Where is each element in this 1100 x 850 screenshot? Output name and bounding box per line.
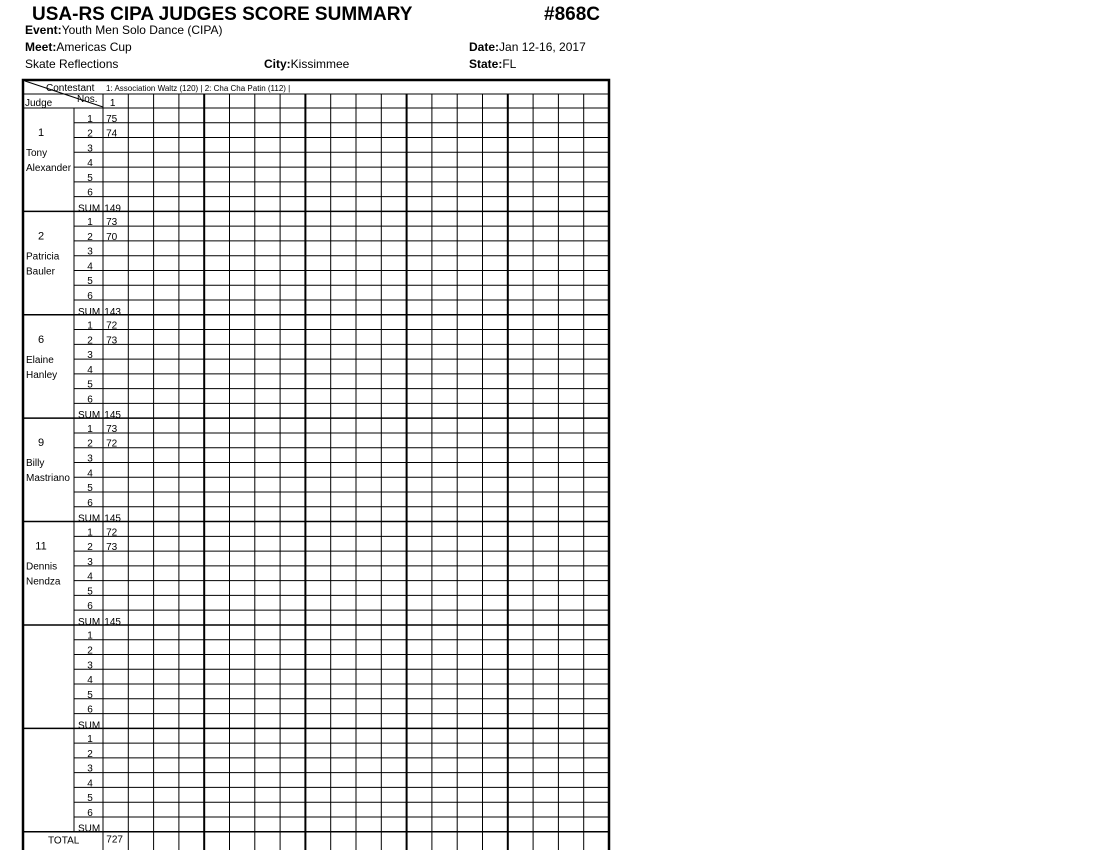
date-label: Date: xyxy=(469,40,500,54)
sum-label: SUM xyxy=(78,823,101,835)
city-value: Kissimmee xyxy=(290,57,350,71)
judge-last-name: Bauler xyxy=(26,266,55,278)
sum-value: 143 xyxy=(104,306,121,318)
row-number: 2 xyxy=(87,748,93,760)
row-number: 6 xyxy=(87,601,93,613)
meet-value: Americas Cup xyxy=(56,40,132,54)
meet-label: Meet: xyxy=(25,40,57,54)
row-number: 4 xyxy=(87,261,93,273)
score-value: 70 xyxy=(106,231,118,243)
total-value: 727 xyxy=(106,834,123,846)
row-number: 6 xyxy=(87,394,93,406)
score-value: 73 xyxy=(106,217,118,229)
nos-label: Nos. xyxy=(77,94,98,105)
row-number: 3 xyxy=(87,453,93,465)
row-number: 3 xyxy=(87,660,93,672)
state-value: FL xyxy=(502,57,517,71)
sum-label: SUM xyxy=(78,513,101,525)
sum-label: SUM xyxy=(78,306,101,318)
row-number: 1 xyxy=(87,630,93,642)
state-label: State: xyxy=(469,57,503,71)
score-value: 73 xyxy=(106,423,118,435)
row-number: 2 xyxy=(87,128,93,140)
row-number: 6 xyxy=(87,704,93,716)
contestant-label: Contestant xyxy=(46,83,95,94)
row-number: 6 xyxy=(87,807,93,819)
judge-number: 2 xyxy=(37,230,45,243)
sum-label: SUM xyxy=(78,410,101,422)
score-value: 75 xyxy=(106,113,118,125)
row-number: 5 xyxy=(87,586,93,598)
form-title: USA-RS CIPA JUDGES SCORE SUMMARY xyxy=(32,4,413,25)
row-number: 1 xyxy=(87,217,93,229)
row-number: 4 xyxy=(87,778,93,790)
event-value: Youth Men Solo Dance (CIPA) xyxy=(61,23,223,37)
row-number: 1 xyxy=(87,113,93,125)
judge-number: 9 xyxy=(37,437,45,450)
judge-number: 11 xyxy=(35,540,47,553)
row-number: 6 xyxy=(87,187,93,199)
row-number: 3 xyxy=(87,556,93,568)
row-number: 5 xyxy=(87,379,93,391)
judge-last-name: Mastriano xyxy=(26,473,70,485)
judge-first-name: Elaine xyxy=(26,354,54,366)
row-number: 3 xyxy=(87,350,93,362)
row-number: 3 xyxy=(87,143,93,155)
event-label: Event: xyxy=(25,23,62,37)
form-number: #868C xyxy=(544,4,600,25)
dances-note: 1: Association Waltz (120) | 2: Cha Cha Patin (112) | xyxy=(106,84,291,93)
club-name: Skate Reflections xyxy=(25,57,119,71)
row-number: 1 xyxy=(87,734,93,746)
row-number: 5 xyxy=(87,276,93,288)
score-value: 72 xyxy=(106,527,118,539)
sum-label: SUM xyxy=(78,616,101,628)
row-number: 6 xyxy=(87,291,93,303)
sum-value: 149 xyxy=(104,203,121,215)
date-value: Jan 12-16, 2017 xyxy=(499,40,586,54)
total-label: TOTAL xyxy=(48,835,80,847)
row-number: 2 xyxy=(87,231,93,243)
score-value: 73 xyxy=(106,335,118,347)
sum-label: SUM xyxy=(78,720,101,732)
row-number: 2 xyxy=(87,438,93,450)
judge-number: 6 xyxy=(37,333,45,346)
score-value: 72 xyxy=(106,320,118,332)
judge-label: Judge xyxy=(25,98,53,109)
row-number: 6 xyxy=(87,497,93,509)
judge-first-name: Dennis xyxy=(26,561,58,573)
row-number: 2 xyxy=(87,645,93,657)
judge-number: 1 xyxy=(37,127,45,139)
row-number: 5 xyxy=(87,483,93,495)
sum-value: 145 xyxy=(104,513,121,525)
row-number: 4 xyxy=(87,364,93,376)
sum-value: 145 xyxy=(104,410,121,422)
row-number: 5 xyxy=(87,172,93,184)
judge-last-name: Hanley xyxy=(26,369,58,381)
score-value: 73 xyxy=(106,542,118,554)
judge-first-name: Billy xyxy=(26,458,45,470)
contestant-number: 1 xyxy=(109,98,116,109)
row-number: 2 xyxy=(87,335,93,347)
judge-last-name: Nendza xyxy=(26,576,61,588)
sum-label: SUM xyxy=(78,203,101,215)
row-number: 3 xyxy=(87,246,93,258)
row-number: 5 xyxy=(87,793,93,805)
row-number: 1 xyxy=(87,527,93,539)
table-border xyxy=(23,80,609,850)
row-number: 2 xyxy=(87,542,93,554)
score-value: 72 xyxy=(106,438,118,450)
row-number: 4 xyxy=(87,571,93,583)
sum-value: 145 xyxy=(104,616,121,628)
city-label: City: xyxy=(264,57,291,71)
row-number: 4 xyxy=(87,158,93,170)
row-number: 3 xyxy=(87,763,93,775)
row-number: 1 xyxy=(87,423,93,435)
row-number: 1 xyxy=(87,320,93,332)
judge-last-name: Alexander xyxy=(26,163,72,174)
row-number: 4 xyxy=(87,468,93,480)
score-value: 74 xyxy=(106,128,118,140)
row-number: 4 xyxy=(87,675,93,687)
row-number: 5 xyxy=(87,689,93,701)
judge-first-name: Patricia xyxy=(26,251,60,263)
judge-first-name: Tony xyxy=(26,148,48,159)
